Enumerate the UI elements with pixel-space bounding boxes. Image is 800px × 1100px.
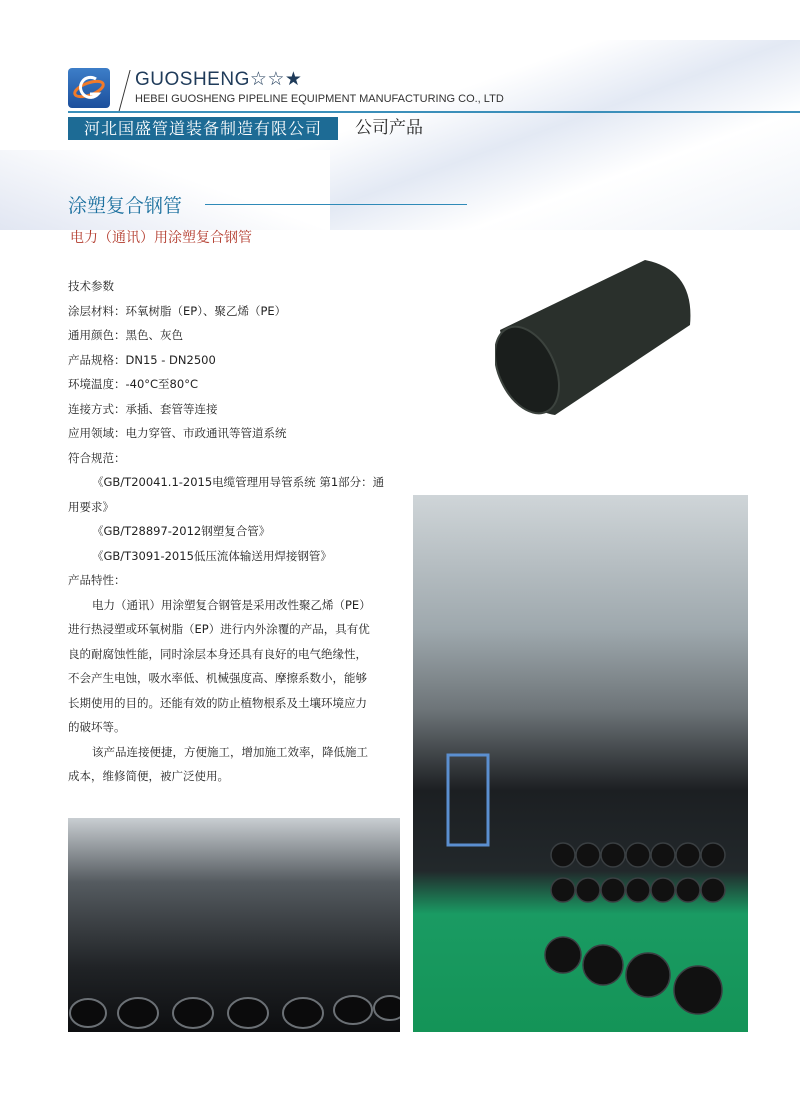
standard-line: 用要求》 (68, 499, 114, 514)
paragraph-line: 良的耐腐蚀性能，同时涂层本身还具有良好的电气绝缘性， (68, 646, 367, 661)
spec-line: 通用颜色：黑色、灰色 (68, 328, 183, 342)
paragraph-line: 的破坏等。 (68, 720, 126, 734)
page-subtitle: 电力（通讯）用涂塑复合钢管 (70, 230, 252, 246)
header-background-accent (0, 150, 330, 230)
brand-name: GUOSHENG☆☆★ (135, 69, 303, 90)
paragraph-line: 成本，维修简便，被广泛使用。 (68, 769, 229, 783)
spec-line: 涂层材料：环氧树脂（EP）、聚乙烯（PE） (68, 303, 287, 318)
paragraph-line: 进行热浸塑或环氧树脂（EP）进行内外涂覆的产品，具有优 (68, 622, 370, 636)
company-name-en: HEBEI GUOSHENG PIPELINE EQUIPMENT MANUFACTURING CO., LTD (135, 93, 504, 105)
paragraph-line: 不会产生电蚀，吸水率低、机械强度高、摩擦系数小，能够 (68, 671, 367, 685)
paragraph-line: 电力（通讯）用涂塑复合钢管是采用改性聚乙烯（PE） (92, 597, 371, 612)
standard-line: 《GB/T3091-2015低压流体输送用焊接钢管》 (92, 548, 332, 563)
title-rule (205, 204, 467, 205)
standard-line: 《GB/T28897-2012钢塑复合管》 (92, 524, 271, 538)
coated-pipe-photo (495, 250, 695, 420)
pipe-stack-photo (68, 818, 400, 1032)
product-description (68, 274, 408, 789)
page-title: 涂塑复合钢管 (68, 195, 183, 217)
features-heading: 产品特性： (68, 573, 126, 587)
spec-line: 应用领域：电力穿管、市政通讯等管道系统 (68, 426, 287, 440)
spec-line: 符合规范： (68, 450, 126, 465)
spec-line: 连接方式：承插、套管等连接 (68, 401, 218, 416)
spec-line: 产品规格：DN15 - DN2500 (68, 352, 216, 367)
company-logo (68, 68, 110, 108)
header-rule (68, 111, 800, 113)
spec-heading: 技术参数 (68, 279, 114, 293)
standard-line: 《GB/T20041.1-2015电缆管理用导管系统 第1部分：通 (92, 475, 385, 489)
spec-line: 环境温度：-40°C至80°C (68, 377, 198, 391)
company-name-cn: 河北国盛管道装备制造有限公司 (68, 117, 338, 140)
warehouse-photo (413, 495, 748, 1032)
paragraph-line: 该产品连接便捷，方便施工，增加施工效率，降低施工 (92, 744, 368, 759)
section-label: 公司产品 (355, 118, 423, 138)
paragraph-line: 长期使用的目的。还能有效的防止植物根系及土壤环境应力 (68, 695, 367, 710)
